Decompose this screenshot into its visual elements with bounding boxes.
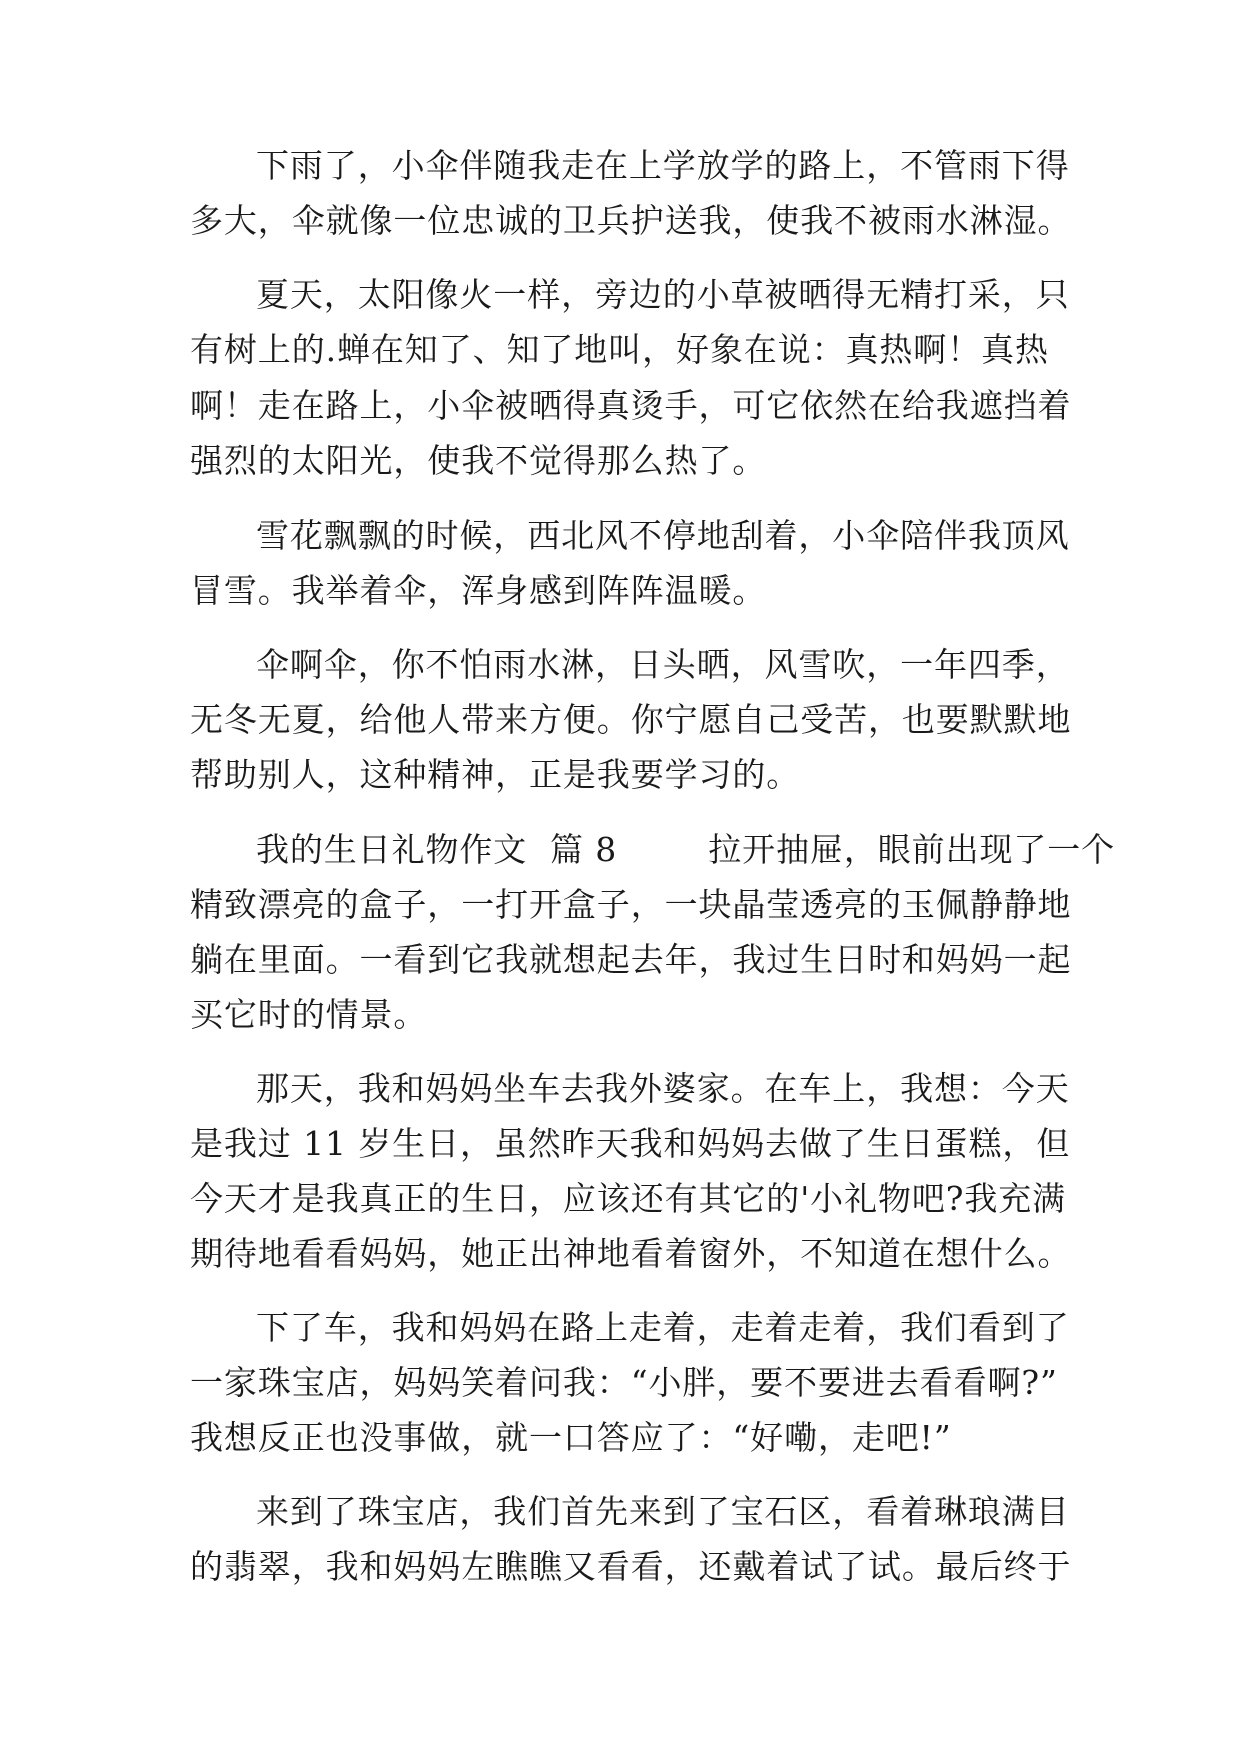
text-line: 躺在里面。一看到它我就想起去年，我过生日时和妈妈一起	[190, 940, 1072, 979]
text-line: 买它时的情景。	[190, 995, 428, 1034]
text-line: 下雨了，小伞伴随我走在上学放学的路上，不管雨下得	[256, 146, 1070, 185]
text-line: 是我过 11 岁生日，虽然昨天我和妈妈去做了生日蛋糕，但	[190, 1124, 1071, 1163]
text-line: 的翡翠，我和妈妈左瞧瞧又看看，还戴着试了试。最后终于	[190, 1547, 1072, 1586]
text-line: 有树上的.蝉在知了、知了地叫，好象在说：真热啊！真热	[190, 330, 1049, 369]
text-line: 啊！走在路上，小伞被晒得真烫手，可它依然在给我遮挡着	[190, 386, 1072, 425]
text-line: 精致漂亮的盒子，一打开盒子，一块晶莹透亮的玉佩静静地	[190, 885, 1072, 924]
text-line: 今天才是我真正的生日，应该还有其它的'小礼物吧?我充满	[190, 1179, 1067, 1218]
text-line: 雪花飘飘的时候，西北风不停地刮着，小伞陪伴我顶风	[256, 516, 1070, 555]
text-line: 我的生日礼物作文 篇 8 拉开抽屉，眼前出现了一个	[256, 830, 1116, 869]
text-line: 我想反正也没事做，就一口答应了：“好嘞，走吧!”	[190, 1418, 952, 1457]
text-line: 冒雪。我举着伞，浑身感到阵阵温暖。	[190, 571, 767, 610]
text-line: 下了车，我和妈妈在路上走着，走着走着，我们看到了	[256, 1308, 1070, 1347]
text-line: 一家珠宝店，妈妈笑着问我：“小胖，要不要进去看看啊?”	[190, 1363, 1058, 1402]
text-line: 伞啊伞，你不怕雨水淋，日头晒，风雪吹，一年四季，	[256, 645, 1070, 684]
text-line: 帮助别人，这种精神，正是我要学习的。	[190, 755, 801, 794]
text-line: 期待地看看妈妈，她正出神地看着窗外，不知道在想什么。	[190, 1234, 1072, 1273]
text-line: 来到了珠宝店，我们首先来到了宝石区，看着琳琅满目	[256, 1492, 1070, 1531]
text-line: 无冬无夏，给他人带来方便。你宁愿自己受苦，也要默默地	[190, 700, 1072, 739]
text-line: 夏天，太阳像火一样，旁边的小草被晒得无精打采，只	[256, 275, 1070, 314]
text-line: 那天，我和妈妈坐车去我外婆家。在车上，我想：今天	[256, 1069, 1070, 1108]
text-line: 强烈的太阳光，使我不觉得那么热了。	[190, 441, 767, 480]
text-line: 多大，伞就像一位忠诚的卫兵护送我，使我不被雨水淋湿。	[190, 201, 1072, 240]
